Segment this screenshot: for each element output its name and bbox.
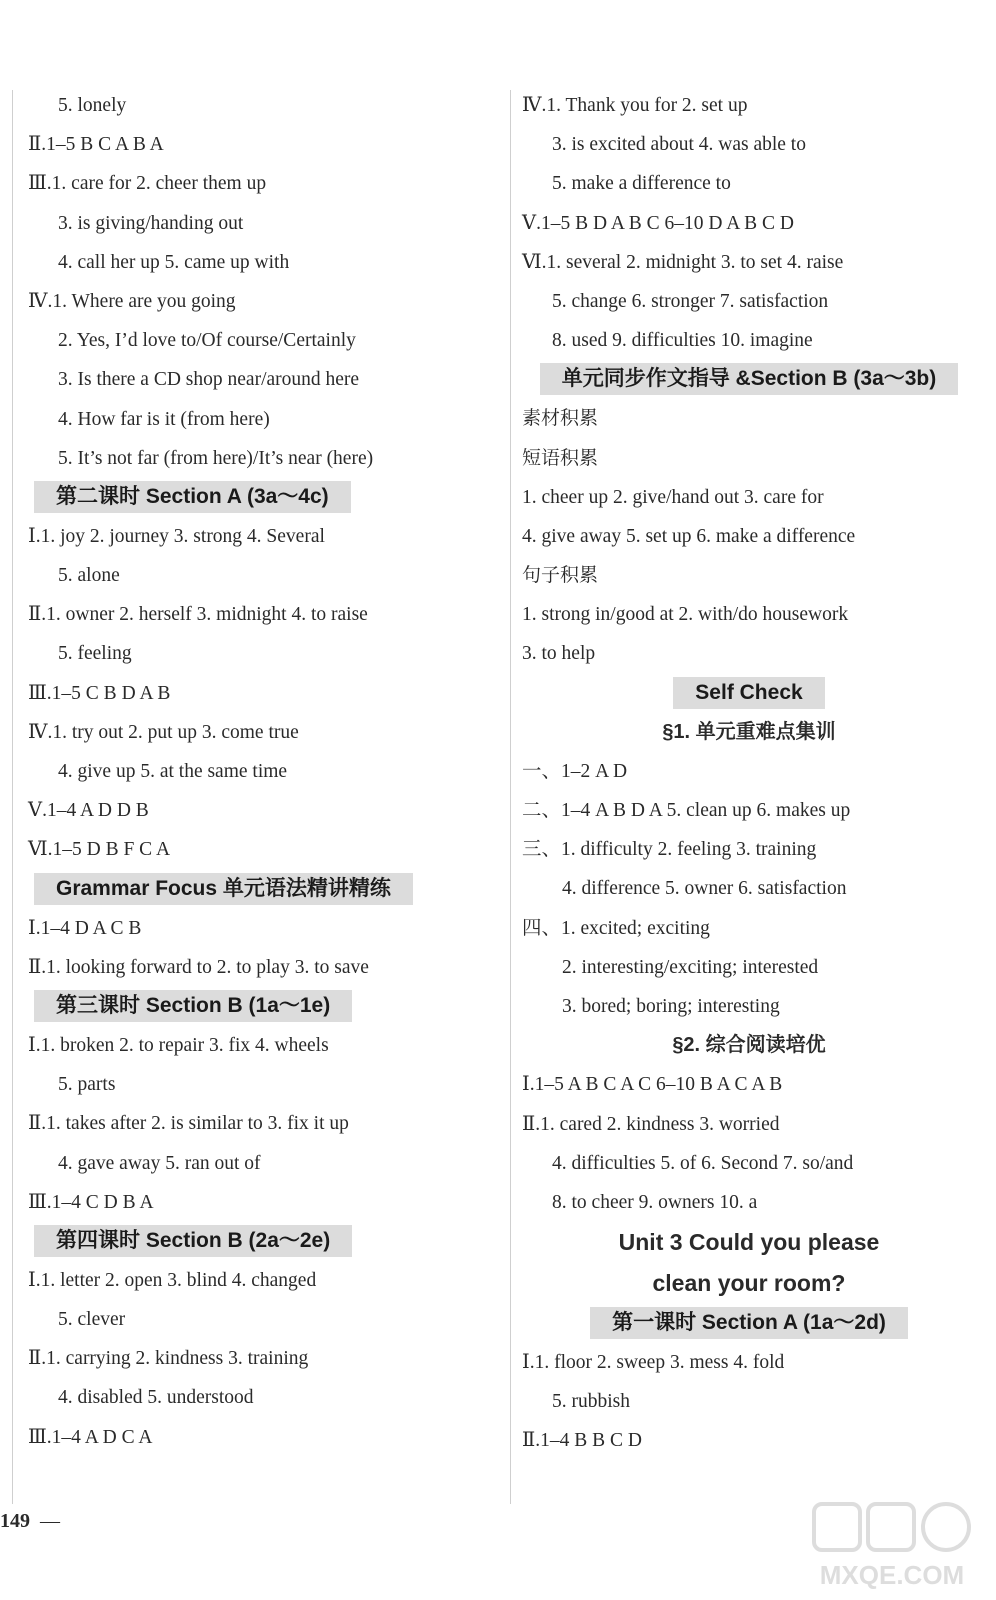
unit-title: Unit 3 Could you please	[618, 1229, 880, 1256]
answer-line: Ⅰ.1. floor 2. sweep 3. mess 4. fold	[522, 1352, 785, 1374]
answer-line: Ⅰ.1. joy 2. journey 3. strong 4. Several	[28, 525, 325, 547]
unit-title: clean your room?	[652, 1270, 846, 1297]
category-label: 素材积累	[522, 407, 599, 430]
answer-line: Ⅱ.1–5 B C A B A	[28, 134, 164, 156]
answer-line: 4. call her up 5. came up with	[58, 251, 290, 273]
answer-line: Ⅱ.1. cared 2. kindness 3. worried	[522, 1113, 780, 1135]
answer-line: 4. difference 5. owner 6. satisfaction	[562, 878, 847, 900]
answer-line: Ⅱ.1. takes after 2. is similar to 3. fix it up	[28, 1113, 349, 1135]
answer-line: 5. parts	[58, 1074, 116, 1096]
answer-line: Ⅰ.1–4 D A C B	[28, 917, 142, 939]
answer-line: 4. give away 5. set up 6. make a difference	[522, 525, 856, 547]
answer-line: 3. bored; boring; interesting	[562, 995, 780, 1017]
answer-line: 一、1–2 A D	[522, 760, 628, 782]
answer-line: Ⅵ.1. several 2. midnight 3. to set 4. raise	[522, 251, 844, 273]
answer-line: 4. disabled 5. understood	[58, 1387, 254, 1409]
page-number-dash: —	[40, 1510, 60, 1532]
answer-line: Ⅳ.1. Thank you for 2. set up	[522, 95, 748, 116]
answer-line: 2. Yes, I’d love to/Of course/Certainly	[58, 330, 356, 352]
section-heading-row	[522, 360, 976, 399]
answer-line: 8. to cheer 9. owners 10. a	[552, 1191, 758, 1213]
watermark-text: MXQE.COM	[819, 1560, 965, 1590]
section-heading-row	[28, 478, 496, 517]
answer-line: 1. cheer up 2. give/hand out 3. care for	[522, 486, 824, 508]
answer-line: Ⅰ.1. letter 2. open 3. blind 4. changed	[28, 1269, 317, 1291]
answer-line: 二、1–4 A B D A 5. clean up 6. makes up	[522, 800, 851, 821]
answer-line: 5. alone	[58, 565, 120, 587]
section-heading: 第四课时 Section B (2a～2e)	[34, 1225, 352, 1257]
left-answer-column	[28, 86, 496, 1457]
answer-line: 4. How far is it (from here)	[58, 408, 270, 430]
answer-line: 四、1. excited; exciting	[522, 917, 710, 939]
answer-line: 1. strong in/good at 2. with/do housework	[522, 604, 849, 626]
answer-line: 4. gave away 5. ran out of	[58, 1152, 261, 1174]
answer-line: Ⅵ.1–5 D B F C A	[28, 839, 171, 861]
answer-line: 8. used 9. difficulties 10. imagine	[552, 330, 813, 352]
answer-line: 3. Is there a CD shop near/around here	[58, 369, 360, 391]
page-number: 149	[0, 1510, 30, 1532]
section-heading: 第二课时 Section A (3a～4c)	[34, 481, 351, 513]
section-heading-row	[28, 870, 496, 909]
answer-line: 5. It’s not far (from here)/It’s near (here)	[58, 447, 374, 469]
left-margin-rule	[12, 90, 13, 1504]
watermark-logo	[810, 1500, 975, 1592]
section-heading: 第三课时 Section B (1a～1e)	[34, 990, 352, 1022]
answer-line: 5. feeling	[58, 643, 132, 665]
column-divider	[510, 90, 511, 1504]
section-heading: 单元同步作文指导 &Section B (3a～3b)	[540, 363, 959, 395]
answer-line: Ⅳ.1. Where are you going	[28, 290, 236, 312]
subsection-title: §1. 单元重难点集训	[662, 720, 836, 743]
answer-line: Ⅲ.1–5 C B D A B	[28, 682, 171, 704]
answer-line: Ⅱ.1. owner 2. herself 3. midnight 4. to raise	[28, 604, 368, 626]
answer-line: Ⅲ.1. care for 2. cheer them up	[28, 173, 267, 195]
answer-line: 4. difficulties 5. of 6. Second 7. so/and	[552, 1152, 854, 1174]
answer-line: 4. give up 5. at the same time	[58, 761, 288, 782]
section-heading-row	[522, 674, 976, 713]
answer-line: 2. interesting/exciting; interested	[562, 956, 819, 978]
answer-line: Ⅱ.1–4 B B C D	[522, 1430, 642, 1452]
category-label: 句子积累	[522, 564, 599, 587]
answer-line: Ⅲ.1–4 A D C A	[28, 1426, 153, 1448]
answer-line: 三、1. difficulty 2. feeling 3. training	[522, 839, 817, 861]
answer-line: 5. clever	[58, 1309, 126, 1331]
section-heading-row	[522, 1304, 976, 1343]
section-heading: Self Check	[673, 677, 824, 709]
answer-line: Ⅰ.1–5 A B C A C 6–10 B A C A B	[522, 1074, 783, 1096]
section-heading: Grammar Focus 单元语法精讲精练	[34, 873, 413, 905]
category-label: 短语积累	[522, 446, 599, 469]
answer-line: Ⅰ.1. broken 2. to repair 3. fix 4. wheels	[28, 1034, 329, 1056]
answer-line: Ⅳ.1. try out 2. put up 3. come true	[28, 721, 299, 743]
section-heading: 第一课时 Section A (1a～2d)	[590, 1307, 908, 1339]
answer-line: 5. change 6. stronger 7. satisfaction	[552, 290, 829, 312]
answer-line: Ⅴ.1–4 A D D B	[28, 800, 149, 822]
answer-line: 3. is excited about 4. was able to	[552, 134, 806, 156]
answer-line: 5. rubbish	[552, 1391, 630, 1413]
right-answer-column	[522, 86, 976, 1461]
answer-line: Ⅴ.1–5 B D A B C 6–10 D A B C D	[522, 212, 794, 234]
answer-line: Ⅱ.1. carrying 2. kindness 3. training	[28, 1348, 309, 1370]
subsection-title: §2. 综合阅读培优	[672, 1034, 826, 1057]
answer-line: Ⅲ.1–4 C D B A	[28, 1191, 154, 1213]
answer-line: Ⅱ.1. looking forward to 2. to play 3. to save	[28, 956, 369, 978]
answer-line: 3. to help	[522, 643, 596, 665]
answer-line: 3. is giving/handing out	[58, 212, 244, 234]
answer-line: 5. lonely	[58, 95, 127, 116]
section-heading-row	[28, 987, 496, 1026]
section-heading-row	[28, 1222, 496, 1261]
answer-line: 5. make a difference to	[552, 173, 731, 195]
